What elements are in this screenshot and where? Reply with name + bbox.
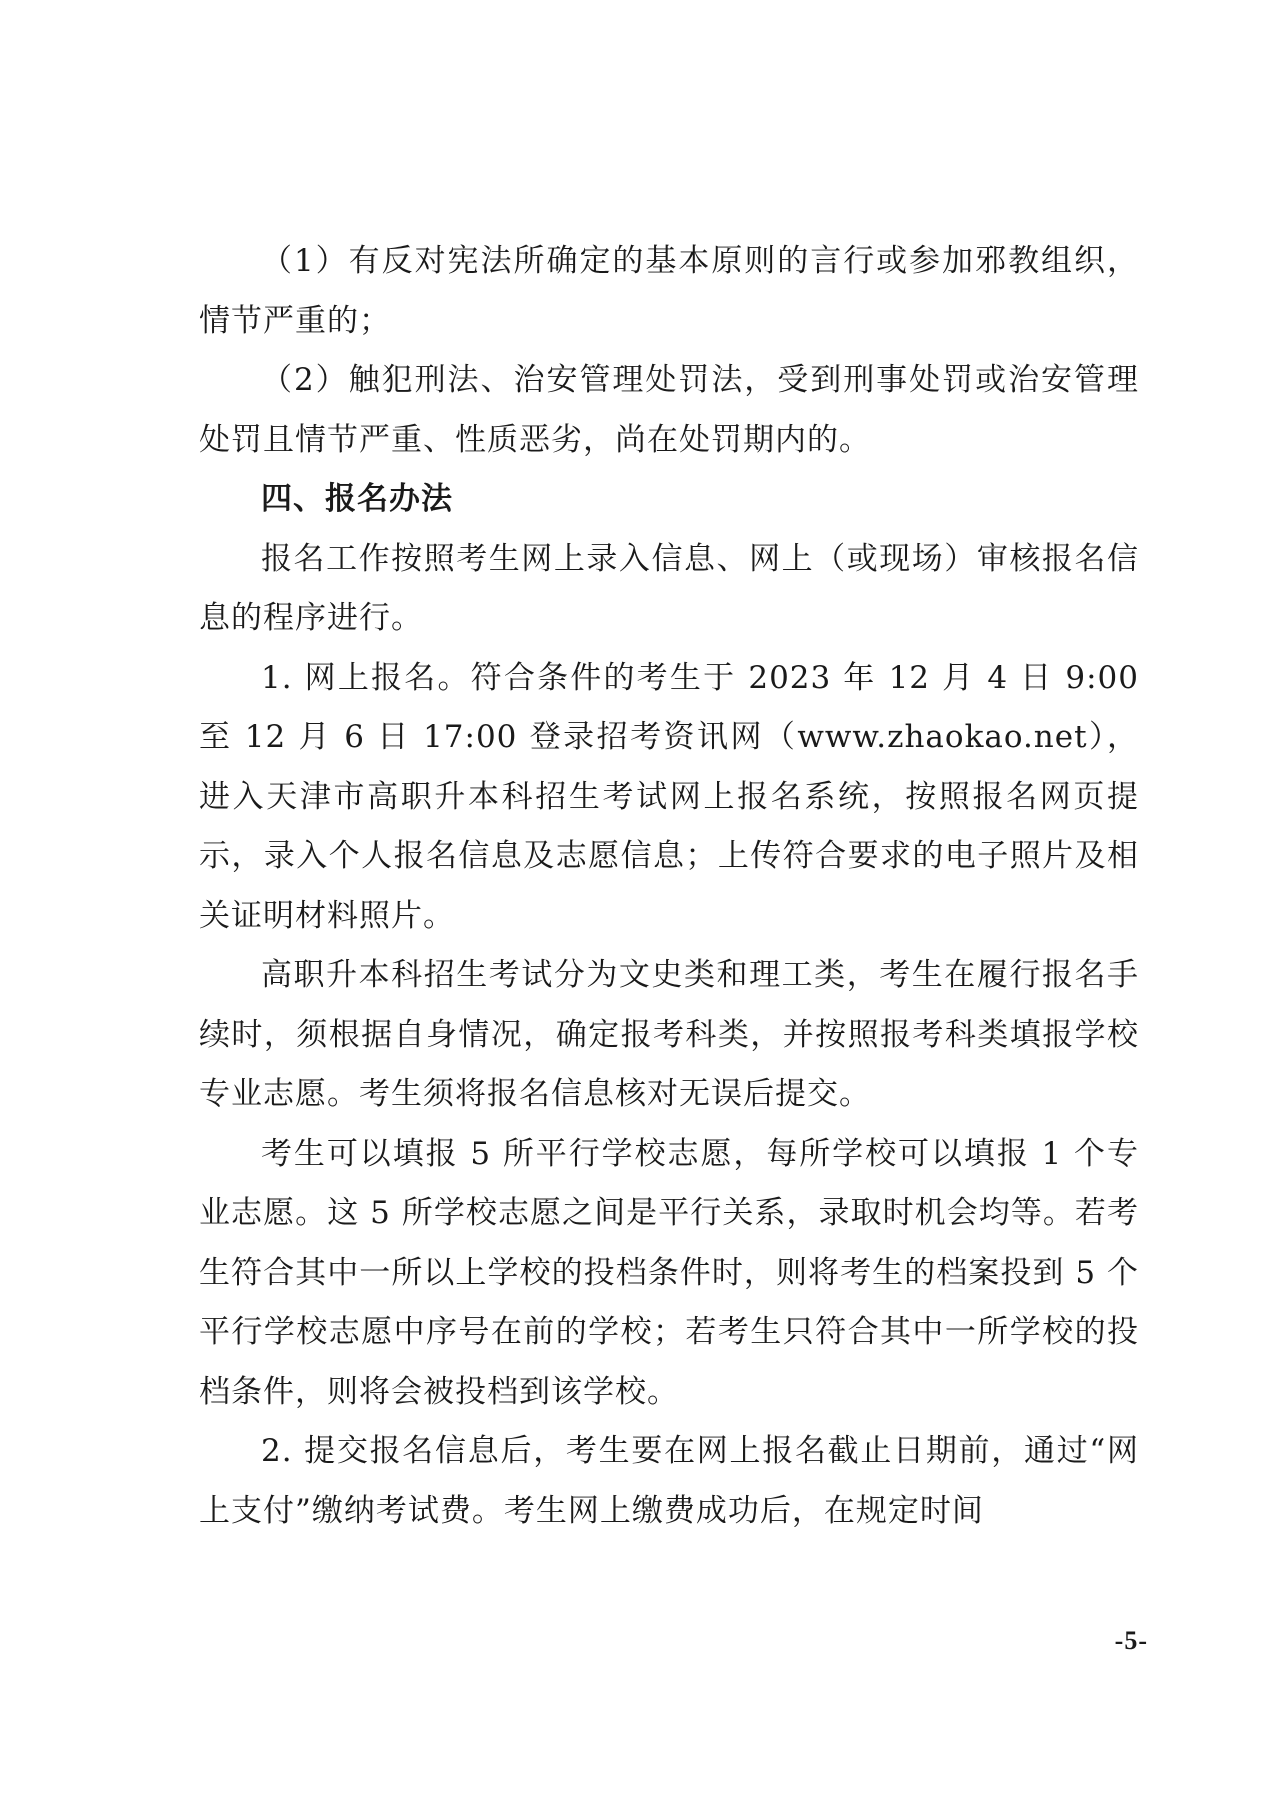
condition-item-2: （2）触犯刑法、治安管理处罚法，受到刑事处罚或治安管理处罚且情节严重、性质恶劣，尚在处罚期内的。 [199,362,1139,458]
body-paragraph-intro: 报名工作按照考生网上录入信息、网上（或现场）审核报名信息的程序进行。 [199,540,1139,636]
body-paragraph-payment: 2. 提交报名信息后，考生要在网上报名截止日期前，通过“网上支付”缴纳考试费。考生网上缴费成功后，在规定时间 [199,1433,1139,1529]
body-paragraph-categories: 高职升本科招生考试分为文史类和理工类，考生在履行报名手续时，须根据自身情况，确定报考科类，并按照报考科类填报学校专业志愿。考生须将报名信息核对无误后提交。 [199,957,1139,1112]
document-body [199,232,1139,1541]
body-paragraph-online-registration: 1. 网上报名。符合条件的考生于 2023 年 12 月 4 日 9:00 至 12 月 6 日 17:00 登录招考资讯网（www.zhaokao.net），进入天津市高职升本科招生考试网上报名系统，按照报名网页提示，录入个人报名信息及志愿信息；上传符合要求的电子照片及相关证明材料照片。 [199,659,1139,934]
body-paragraph-parallel-choices: 考生可以填报 5 所平行学校志愿，每所学校可以填报 1 个专业志愿。这 5 所学校志愿之间是平行关系，录取时机会均等。若考生符合其中一所以上学校的投档条件时，则将考生的档案投到 5 个平行学校志愿中序号在前的学校；若考生只符合其中一所学校的投档条件，则将会被投档到该学校。 [199,1135,1139,1410]
section-heading: 四、报名办法 [261,481,453,517]
page-number: -5- [1114,1626,1148,1655]
condition-item-1: （1）有反对宪法所确定的基本原则的言行或参加邪教组织，情节严重的； [199,243,1139,339]
